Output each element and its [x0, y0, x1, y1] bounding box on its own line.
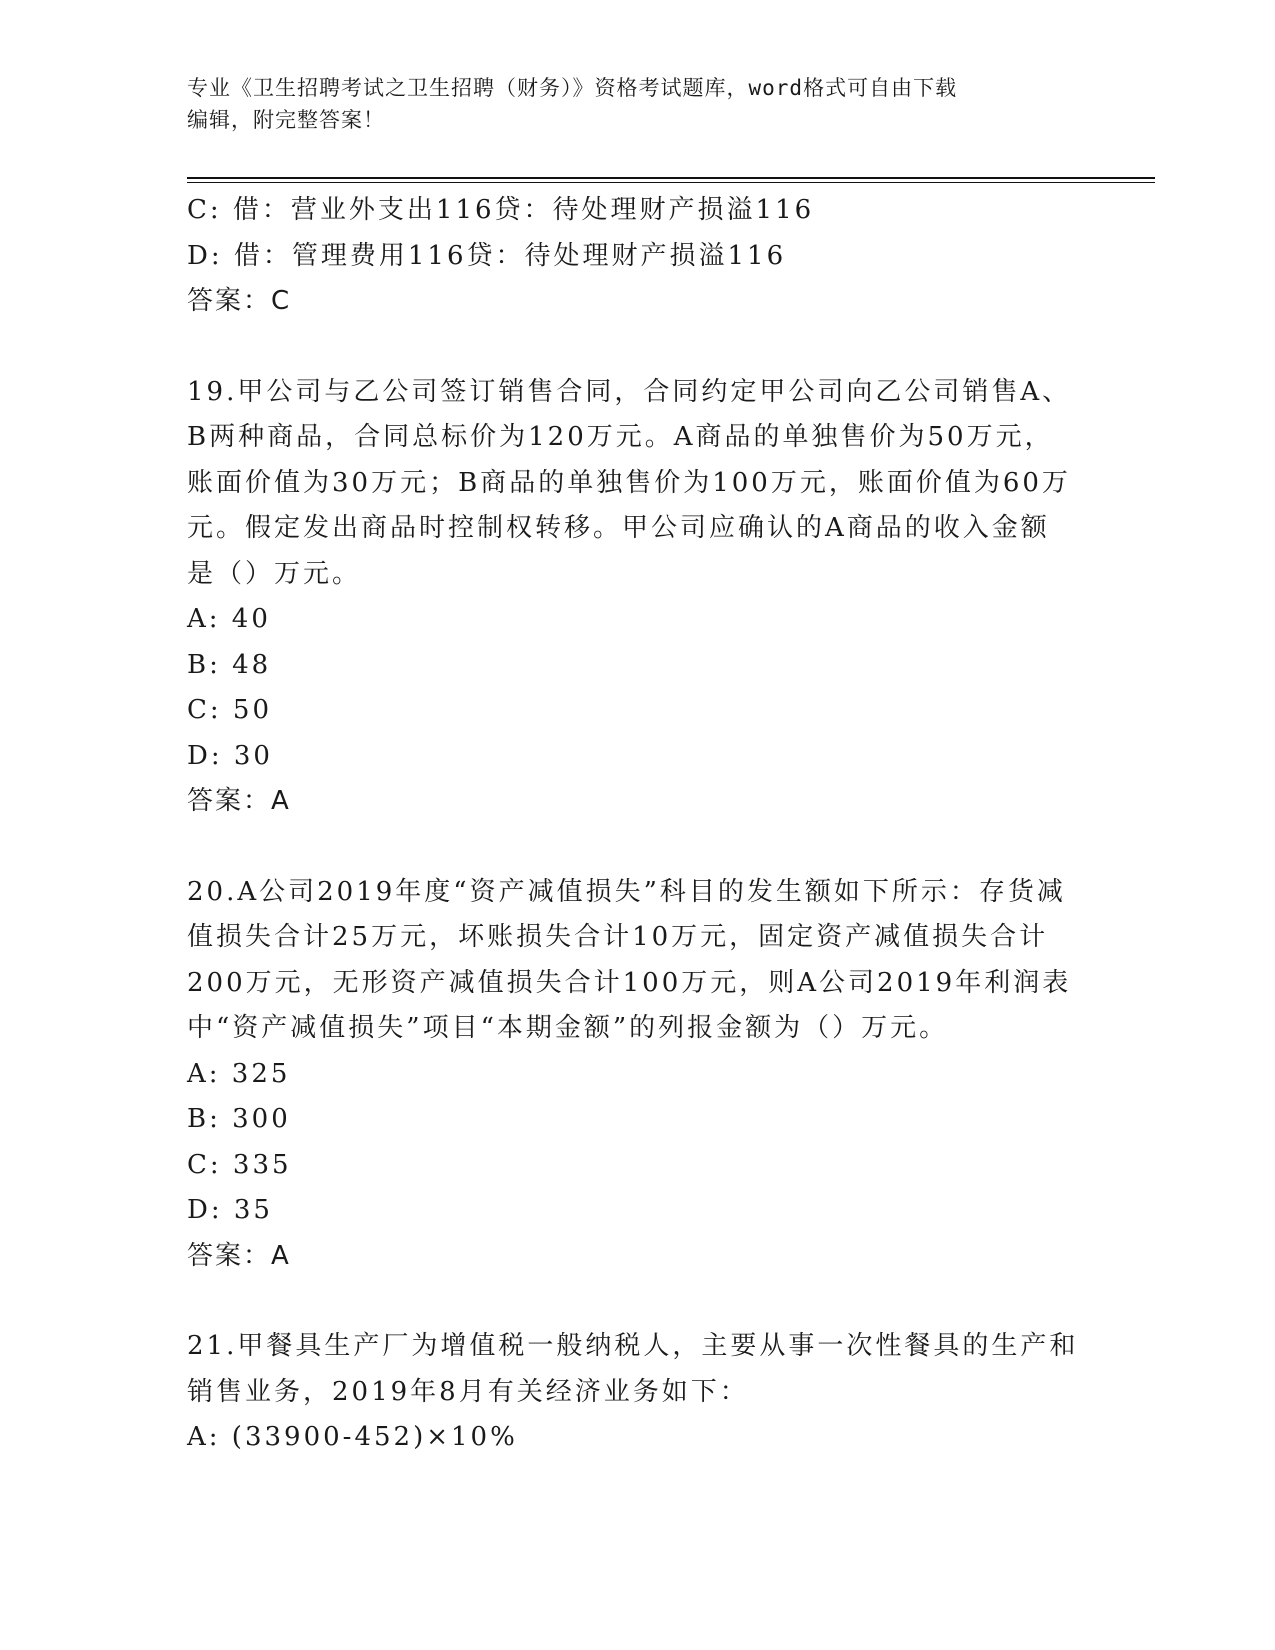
question-text-line: 21.甲餐具生产厂为增值税一般纳税人，主要从事一次性餐具的生产和 — [187, 1331, 1079, 1361]
option-a: A: (33900-452)×10% — [187, 1422, 518, 1452]
question-text-line: B两种商品，合同总标价为120万元。A商品的单独售价为50万元， — [187, 422, 1054, 452]
question-text-line: 元。假定发出商品时控制权转移。甲公司应确认的A商品的收入金额 — [187, 513, 1050, 543]
question-text-line: 值损失合计25万元，坏账损失合计10万元，固定资产减值损失合计 — [187, 922, 1049, 952]
question-text-line: 19.甲公司与乙公司签订销售合同，合同约定甲公司向乙公司销售A、 — [187, 376, 1072, 407]
spacer — [187, 825, 1087, 870]
option-a: A: 40 — [187, 604, 271, 634]
spacer — [187, 325, 1087, 370]
page-header — [187, 72, 1087, 136]
answer-label: 答案：A — [187, 1240, 291, 1271]
question-text-line: 是（）万元。 — [187, 558, 362, 589]
question-content — [187, 188, 1087, 1461]
question-text-line: 中“资产减值损失”项目“本期金额”的列报金额为（）万元。 — [187, 1013, 949, 1043]
question-text-line: 200万元，无形资产减值损失合计100万元，则A公司2019年利润表 — [187, 967, 1072, 998]
option-c: C: 335 — [187, 1149, 292, 1180]
option-d: D: 30 — [187, 740, 273, 771]
question-text-line: 账面价值为30万元；B商品的单独售价为100万元，账面价值为60万 — [187, 467, 1071, 498]
option-d: D: 35 — [187, 1195, 273, 1225]
answer-label: 答案：A — [187, 786, 291, 816]
option-b: B: 300 — [187, 1104, 291, 1134]
header-rule-thick — [187, 177, 1155, 179]
header-line-2: 编辑，附完整答案！ — [187, 108, 385, 132]
option-b: B: 48 — [187, 649, 272, 680]
question-20 — [187, 870, 1087, 1280]
option-d: D: 借：管理费用116贷：待处理财产损溢116 — [187, 240, 787, 271]
question-text-line: 销售业务，2019年8月有关经济业务如下： — [187, 1376, 749, 1407]
option-a: A: 325 — [187, 1058, 291, 1089]
question-18-tail — [187, 188, 1087, 325]
question-19 — [187, 370, 1087, 825]
spacer — [187, 1279, 1087, 1324]
answer-label: 答案：C — [187, 286, 292, 316]
header-line-1: 专业《卫生招聘考试之卫生招聘（财务）》资格考试题库，word格式可自由下载 — [187, 76, 958, 100]
question-text-line: 20.A公司2019年度“资产减值损失”科目的发生额如下所示：存货减 — [187, 876, 1066, 907]
option-c: C: 50 — [187, 695, 273, 725]
question-21 — [187, 1324, 1087, 1461]
header-rule-thin — [187, 182, 1155, 183]
option-c: C: 借：营业外支出116贷：待处理财产损溢116 — [187, 195, 815, 225]
